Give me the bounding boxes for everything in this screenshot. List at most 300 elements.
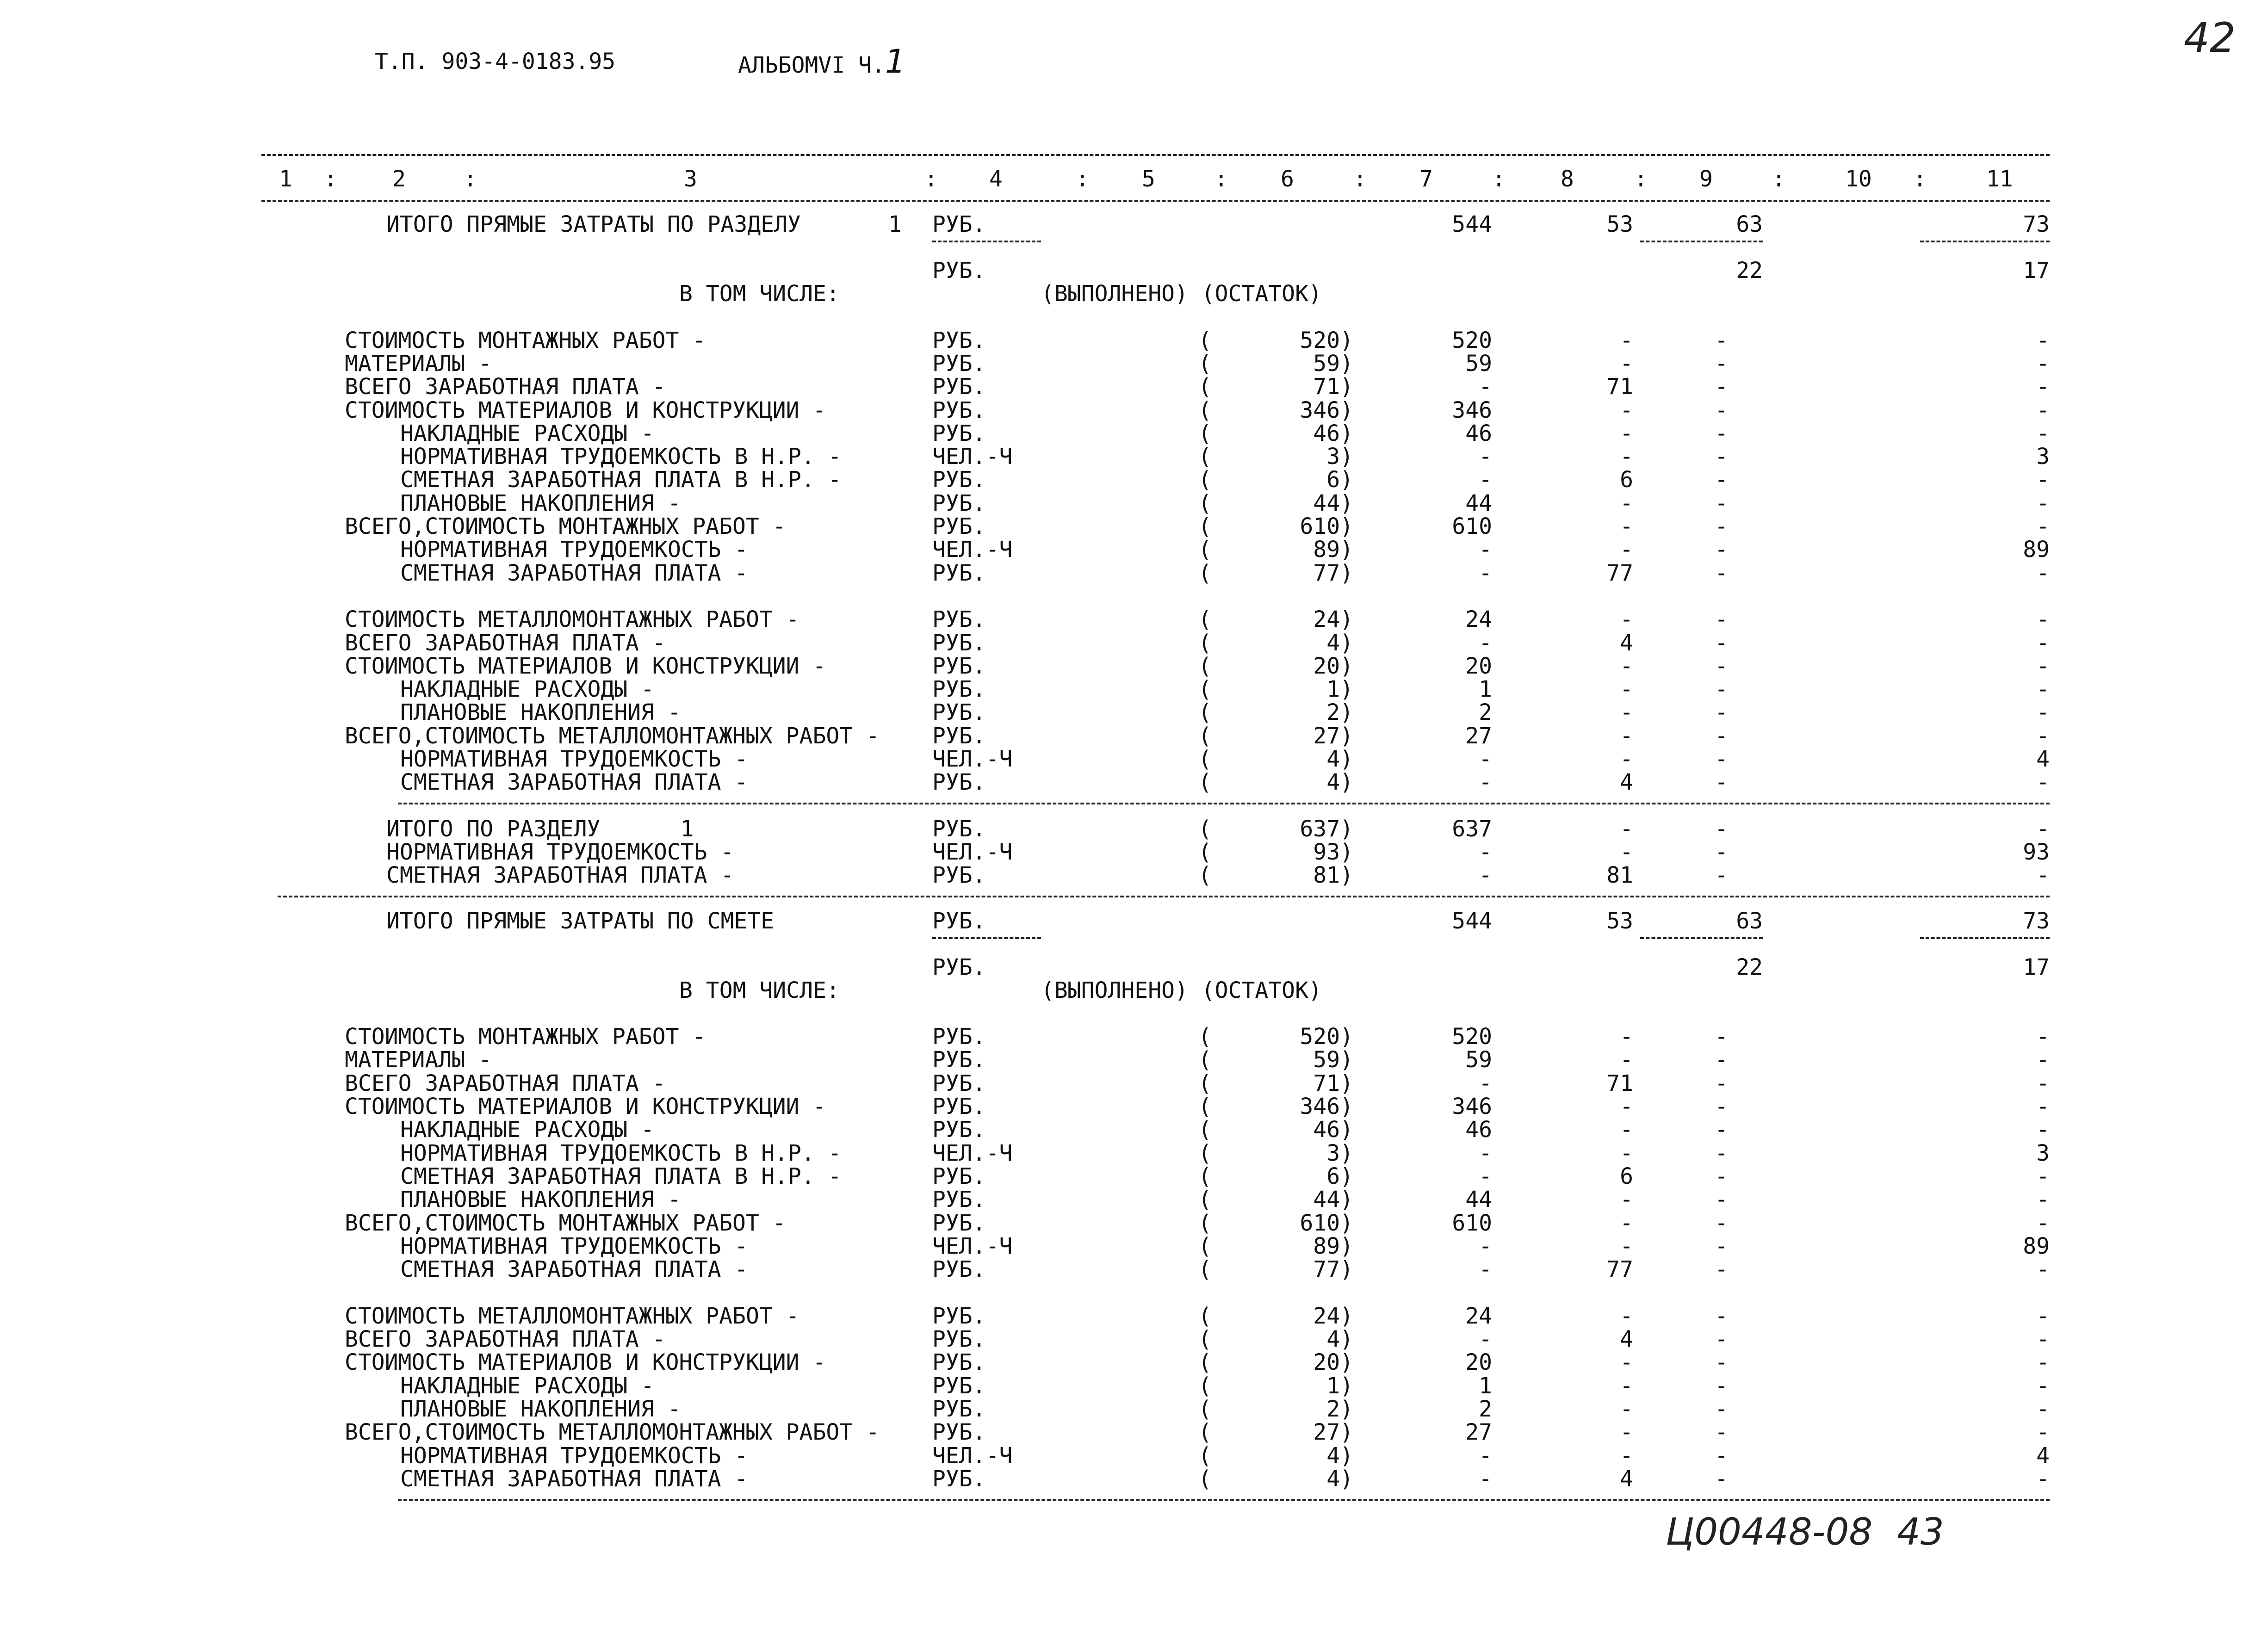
row-value: 4) xyxy=(1326,1466,1353,1492)
row-unit: РУБ. xyxy=(932,513,986,539)
row-unit: РУБ. xyxy=(932,769,986,796)
row-label: ПЛАНОВЫЕ НАКОПЛЕНИЯ - xyxy=(400,1187,681,1213)
row-col8: - xyxy=(1620,350,1633,377)
column-separator: : xyxy=(1215,166,1228,192)
including-note: (ВЫПОЛНЕНО) (ОСТАТОК) xyxy=(1041,281,1322,307)
row-col8: - xyxy=(1620,490,1633,516)
row-col11: - xyxy=(2036,350,2050,377)
row-paren: ( xyxy=(1198,606,1212,633)
row-value: 346) xyxy=(1300,397,1353,423)
section-total-num: 1 xyxy=(888,211,902,237)
row-col7: - xyxy=(1479,1233,1492,1259)
column-number-7: 7 xyxy=(1419,166,1433,192)
summary-col7: - xyxy=(1479,862,1492,889)
column-number-5: 5 xyxy=(1142,166,1155,192)
row-col8: - xyxy=(1620,420,1633,446)
footer-page: 43 xyxy=(1897,1510,1944,1553)
row-label: НАКЛАДНЫЕ РАСХОДЫ - xyxy=(400,676,655,703)
row-value: 24) xyxy=(1313,606,1353,633)
row-col9: - xyxy=(1715,374,1728,400)
row-col8: 77 xyxy=(1606,1256,1633,1283)
row-value: 1) xyxy=(1326,676,1353,703)
row-unit: РУБ. xyxy=(932,490,986,516)
underline-unit xyxy=(932,937,1041,939)
section-col9b: 22 xyxy=(1736,258,1763,284)
summary-rule xyxy=(398,803,2050,804)
summary-col11: 93 xyxy=(2023,839,2050,865)
row-value: 46) xyxy=(1313,1117,1353,1143)
row-col9: - xyxy=(1715,537,1728,563)
row-paren: ( xyxy=(1198,537,1212,563)
row-col8: - xyxy=(1620,723,1633,749)
row-col8: - xyxy=(1620,444,1633,470)
row-label: ПЛАНОВЫЕ НАКОПЛЕНИЯ - xyxy=(400,1396,681,1422)
row-col8: - xyxy=(1620,1094,1633,1119)
row-col7: 20 xyxy=(1465,653,1492,679)
row-value: 71) xyxy=(1313,374,1353,400)
row-value: 4) xyxy=(1326,1326,1353,1352)
row-paren: ( xyxy=(1198,676,1212,703)
underline-col11 xyxy=(1920,241,2050,242)
row-label: ПЛАНОВЫЕ НАКОПЛЕНИЯ - xyxy=(400,490,681,516)
row-paren: ( xyxy=(1198,560,1212,586)
row-paren: ( xyxy=(1198,350,1212,377)
row-col11: - xyxy=(2036,1326,2050,1352)
row-col7: 610 xyxy=(1452,1210,1492,1236)
row-value: 77) xyxy=(1313,560,1353,586)
row-label: ВСЕГО,СТОИМОСТЬ МОНТАЖНЫХ РАБОТ - xyxy=(345,1210,786,1236)
row-col7: - xyxy=(1479,560,1492,586)
column-number-10: 10 xyxy=(1845,166,1872,192)
section-col11b: 17 xyxy=(2023,954,2050,980)
row-col9: - xyxy=(1715,1140,1728,1166)
row-value: 6) xyxy=(1326,1163,1353,1189)
row-label: ВСЕГО,СТОИМОСТЬ МОНТАЖНЫХ РАБОТ - xyxy=(345,513,786,539)
row-value: 4) xyxy=(1326,769,1353,796)
row-value: 610) xyxy=(1300,513,1353,539)
row-col7: - xyxy=(1479,467,1492,493)
row-label: МАТЕРИАЛЫ - xyxy=(345,350,492,377)
row-col11: - xyxy=(2036,1303,2050,1329)
row-label: ВСЕГО,СТОИМОСТЬ МЕТАЛЛОМОНТАЖНЫХ РАБОТ - xyxy=(345,723,880,749)
row-paren: ( xyxy=(1198,1233,1212,1259)
row-col11: - xyxy=(2036,490,2050,516)
row-unit: ЧЕЛ.-Ч xyxy=(932,1442,1013,1469)
section-total-col11: 73 xyxy=(2023,211,2050,237)
row-col8: - xyxy=(1620,1140,1633,1166)
row-col7: 59 xyxy=(1465,1047,1492,1073)
section-unit2: РУБ. xyxy=(932,258,986,284)
summary-col8: - xyxy=(1620,816,1633,842)
bottom-rule xyxy=(398,1499,2050,1501)
row-col9: - xyxy=(1715,467,1728,493)
row-col11: - xyxy=(2036,1070,2050,1096)
section-col9b: 22 xyxy=(1736,954,1763,980)
row-col7: - xyxy=(1479,1326,1492,1352)
row-label: НАКЛАДНЫЕ РАСХОДЫ - xyxy=(400,1117,655,1143)
summary-label: НОРМАТИВНАЯ ТРУДОЕМКОСТЬ - xyxy=(386,839,734,865)
row-col9: - xyxy=(1715,1047,1728,1073)
row-value: 27) xyxy=(1313,1419,1353,1446)
row-col8: - xyxy=(1620,676,1633,703)
album-label xyxy=(738,43,906,80)
section-total-label: ИТОГО ПРЯМЫЕ ЗАТРАТЫ ПО СМЕТЕ xyxy=(386,908,775,934)
row-col11: - xyxy=(2036,327,2050,353)
row-value: 520) xyxy=(1300,327,1353,353)
row-col8: - xyxy=(1620,1047,1633,1073)
row-col7: - xyxy=(1479,444,1492,470)
row-paren: ( xyxy=(1198,1047,1212,1073)
row-col7: 44 xyxy=(1465,490,1492,516)
row-col8: - xyxy=(1620,537,1633,563)
row-col9: - xyxy=(1715,490,1728,516)
row-paren: ( xyxy=(1198,1117,1212,1143)
row-value: 44) xyxy=(1313,490,1353,516)
row-unit: РУБ. xyxy=(932,1047,986,1073)
row-col7: 20 xyxy=(1465,1349,1492,1376)
row-unit: РУБ. xyxy=(932,1210,986,1236)
row-value: 20) xyxy=(1313,653,1353,679)
row-col7: 2 xyxy=(1479,699,1492,726)
row-paren: ( xyxy=(1198,1024,1212,1050)
row-value: 4) xyxy=(1326,1442,1353,1469)
row-col9: - xyxy=(1715,653,1728,679)
row-value: 89) xyxy=(1313,537,1353,563)
row-col8: 4 xyxy=(1620,1326,1633,1352)
row-value: 59) xyxy=(1313,350,1353,377)
row-unit: РУБ. xyxy=(932,1163,986,1189)
row-col11: 4 xyxy=(2036,1442,2050,1469)
row-value: 2) xyxy=(1326,1396,1353,1422)
row-paren: ( xyxy=(1198,397,1212,423)
row-paren: ( xyxy=(1198,769,1212,796)
row-label: НОРМАТИВНАЯ ТРУДОЕМКОСТЬ - xyxy=(400,537,748,563)
row-label: СМЕТНАЯ ЗАРАБОТНАЯ ПЛАТА - xyxy=(400,769,748,796)
row-value: 77) xyxy=(1313,1256,1353,1283)
row-paren: ( xyxy=(1198,490,1212,516)
row-col7: 24 xyxy=(1465,1303,1492,1329)
row-label: СТОИМОСТЬ МОНТАЖНЫХ РАБОТ - xyxy=(345,1024,706,1050)
column-separator: : xyxy=(1353,166,1367,192)
summary-unit: ЧЕЛ.-Ч xyxy=(932,839,1013,865)
row-col7: 27 xyxy=(1465,1419,1492,1446)
row-col11: - xyxy=(2036,1349,2050,1376)
summary-col7: 637 xyxy=(1452,816,1492,842)
row-col9: - xyxy=(1715,769,1728,796)
column-separator: : xyxy=(464,166,477,192)
row-label: СМЕТНАЯ ЗАРАБОТНАЯ ПЛАТА В Н.Р. - xyxy=(400,1163,842,1189)
row-col8: - xyxy=(1620,1349,1633,1376)
row-col9: - xyxy=(1715,723,1728,749)
row-col8: - xyxy=(1620,1024,1633,1050)
summary-label: СМЕТНАЯ ЗАРАБОТНАЯ ПЛАТА - xyxy=(386,862,734,889)
summary-col9: - xyxy=(1715,816,1728,842)
row-unit: РУБ. xyxy=(932,699,986,726)
row-col8: 4 xyxy=(1620,1466,1633,1492)
column-separator: : xyxy=(1772,166,1785,192)
album-word: АЛЬБОМ xyxy=(738,52,818,78)
row-col11: 4 xyxy=(2036,746,2050,772)
row-value: 346) xyxy=(1300,1094,1353,1119)
row-unit: РУБ. xyxy=(932,1070,986,1096)
row-col8: 77 xyxy=(1606,560,1633,586)
row-value: 46) xyxy=(1313,420,1353,446)
summary-col7: - xyxy=(1479,839,1492,865)
row-value: 24) xyxy=(1313,1303,1353,1329)
album-part: VI Ч. xyxy=(818,52,885,78)
summary-col8: 81 xyxy=(1606,862,1633,889)
row-paren: ( xyxy=(1198,1187,1212,1213)
row-paren: ( xyxy=(1198,1466,1212,1492)
row-col7: 610 xyxy=(1452,513,1492,539)
row-col7: - xyxy=(1479,1163,1492,1189)
row-paren: ( xyxy=(1198,1373,1212,1399)
row-col11: - xyxy=(2036,1466,2050,1492)
row-col9: - xyxy=(1715,327,1728,353)
underline-col11 xyxy=(1920,937,2050,939)
column-number-4: 4 xyxy=(989,166,1003,192)
row-unit: РУБ. xyxy=(932,1396,986,1422)
row-col11: - xyxy=(2036,1094,2050,1119)
row-label: СТОИМОСТЬ МОНТАЖНЫХ РАБОТ - xyxy=(345,327,706,353)
summary-col9: - xyxy=(1715,839,1728,865)
row-label: НОРМАТИВНАЯ ТРУДОЕМКОСТЬ - xyxy=(400,746,748,772)
row-paren: ( xyxy=(1198,630,1212,656)
underline-unit xyxy=(932,241,1041,242)
row-col9: - xyxy=(1715,746,1728,772)
column-number-2: 2 xyxy=(392,166,406,192)
section-unit2: РУБ. xyxy=(932,954,986,980)
row-paren: ( xyxy=(1198,746,1212,772)
row-unit: ЧЕЛ.-Ч xyxy=(932,537,1013,563)
row-col11: - xyxy=(2036,513,2050,539)
row-paren: ( xyxy=(1198,1419,1212,1446)
row-label: НОРМАТИВНАЯ ТРУДОЕМКОСТЬ - xyxy=(400,1233,748,1259)
row-paren: ( xyxy=(1198,653,1212,679)
row-col9: - xyxy=(1715,560,1728,586)
album-number: 1 xyxy=(885,43,906,80)
row-label: СТОИМОСТЬ МАТЕРИАЛОВ И КОНСТРУКЦИИ - xyxy=(345,653,826,679)
row-unit: РУБ. xyxy=(932,374,986,400)
row-label: НОРМАТИВНАЯ ТРУДОЕМКОСТЬ В Н.Р. - xyxy=(400,444,842,470)
row-col11: - xyxy=(2036,397,2050,423)
row-col9: - xyxy=(1715,1303,1728,1329)
row-col9: - xyxy=(1715,1024,1728,1050)
row-col7: 1 xyxy=(1479,676,1492,703)
including-label: В ТОМ ЧИСЛЕ: xyxy=(679,977,840,1003)
row-paren: ( xyxy=(1198,420,1212,446)
row-paren: ( xyxy=(1198,1163,1212,1189)
row-col8: - xyxy=(1620,327,1633,353)
row-col11: - xyxy=(2036,630,2050,656)
row-label: МАТЕРИАЛЫ - xyxy=(345,1047,492,1073)
section-rule xyxy=(278,896,2050,897)
row-label: НОРМАТИВНАЯ ТРУДОЕМКОСТЬ В Н.Р. - xyxy=(400,1140,842,1166)
row-col9: - xyxy=(1715,1442,1728,1469)
row-col11: - xyxy=(2036,1187,2050,1213)
row-col9: - xyxy=(1715,1419,1728,1446)
row-col11: - xyxy=(2036,467,2050,493)
row-label: СМЕТНАЯ ЗАРАБОТНАЯ ПЛАТА - xyxy=(400,1466,748,1492)
row-unit: РУБ. xyxy=(932,1094,986,1119)
row-unit: РУБ. xyxy=(932,1373,986,1399)
row-col9: - xyxy=(1715,1466,1728,1492)
row-col11: - xyxy=(2036,723,2050,749)
summary-unit: РУБ. xyxy=(932,862,986,889)
summary-paren: ( xyxy=(1198,862,1212,889)
section-total-unit: РУБ. xyxy=(932,211,986,237)
row-value: 44) xyxy=(1313,1187,1353,1213)
row-paren: ( xyxy=(1198,1256,1212,1283)
row-col9: - xyxy=(1715,1163,1728,1189)
section-total-col7: 544 xyxy=(1452,908,1492,934)
row-col9: - xyxy=(1715,1094,1728,1119)
summary-paren: ( xyxy=(1198,816,1212,842)
row-col9: - xyxy=(1715,350,1728,377)
row-col7: 520 xyxy=(1452,1024,1492,1050)
row-label: НОРМАТИВНАЯ ТРУДОЕМКОСТЬ - xyxy=(400,1442,748,1469)
column-number-8: 8 xyxy=(1561,166,1574,192)
row-col11: - xyxy=(2036,1024,2050,1050)
summary-value: 637) xyxy=(1300,816,1353,842)
row-col11: - xyxy=(2036,1419,2050,1446)
summary-value: 93) xyxy=(1313,839,1353,865)
row-unit: РУБ. xyxy=(932,1303,986,1329)
row-col7: - xyxy=(1479,1442,1492,1469)
including-label: В ТОМ ЧИСЛЕ: xyxy=(679,281,840,307)
row-col8: - xyxy=(1620,746,1633,772)
row-col9: - xyxy=(1715,513,1728,539)
row-unit: РУБ. xyxy=(932,606,986,633)
row-paren: ( xyxy=(1198,374,1212,400)
row-col8: 4 xyxy=(1620,630,1633,656)
summary-value: 81) xyxy=(1313,862,1353,889)
row-value: 4) xyxy=(1326,630,1353,656)
row-col9: - xyxy=(1715,1187,1728,1213)
row-col7: - xyxy=(1479,1466,1492,1492)
row-col11: - xyxy=(2036,1047,2050,1073)
row-col7: 2 xyxy=(1479,1396,1492,1422)
row-label: ВСЕГО,СТОИМОСТЬ МЕТАЛЛОМОНТАЖНЫХ РАБОТ - xyxy=(345,1419,880,1446)
row-col8: - xyxy=(1620,1210,1633,1236)
top-rule xyxy=(261,154,2050,156)
row-paren: ( xyxy=(1198,1349,1212,1376)
row-unit: РУБ. xyxy=(932,630,986,656)
row-label: НАКЛАДНЫЕ РАСХОДЫ - xyxy=(400,420,655,446)
underline-col9 xyxy=(1640,937,1763,939)
column-separator: : xyxy=(1076,166,1089,192)
row-unit: РУБ. xyxy=(932,1466,986,1492)
row-col11: - xyxy=(2036,1210,2050,1236)
row-col8: - xyxy=(1620,606,1633,633)
section-total-col7: 544 xyxy=(1452,211,1492,237)
row-col11: 3 xyxy=(2036,1140,2050,1166)
row-unit: РУБ. xyxy=(932,1349,986,1376)
row-col9: - xyxy=(1715,1396,1728,1422)
row-unit: РУБ. xyxy=(932,1117,986,1143)
column-number-9: 9 xyxy=(1699,166,1713,192)
row-col9: - xyxy=(1715,444,1728,470)
row-paren: ( xyxy=(1198,1326,1212,1352)
summary-unit: РУБ. xyxy=(932,816,986,842)
row-unit: ЧЕЛ.-Ч xyxy=(932,444,1013,470)
row-label: СТОИМОСТЬ МЕТАЛЛОМОНТАЖНЫХ РАБОТ - xyxy=(345,606,799,633)
row-col11: - xyxy=(2036,1373,2050,1399)
row-col8: 4 xyxy=(1620,769,1633,796)
row-paren: ( xyxy=(1198,327,1212,353)
row-paren: ( xyxy=(1198,699,1212,726)
row-value: 59) xyxy=(1313,1047,1353,1073)
row-col8: - xyxy=(1620,1233,1633,1259)
row-col7: - xyxy=(1479,1140,1492,1166)
row-label: СТОИМОСТЬ МАТЕРИАЛОВ И КОНСТРУКЦИИ - xyxy=(345,1349,826,1376)
column-number-3: 3 xyxy=(684,166,697,192)
section-col11b: 17 xyxy=(2023,258,2050,284)
row-unit: РУБ. xyxy=(932,327,986,353)
row-col11: 89 xyxy=(2023,1233,2050,1259)
row-col11: - xyxy=(2036,769,2050,796)
row-col7: 44 xyxy=(1465,1187,1492,1213)
row-col9: - xyxy=(1715,1256,1728,1283)
row-paren: ( xyxy=(1198,1303,1212,1329)
summary-label: ИТОГО ПО РАЗДЕЛУ 1 xyxy=(386,816,694,842)
summary-col11: - xyxy=(2036,862,2050,889)
summary-col8: - xyxy=(1620,839,1633,865)
row-col7: 346 xyxy=(1452,1094,1492,1119)
row-unit: РУБ. xyxy=(932,560,986,586)
row-col8: - xyxy=(1620,1442,1633,1469)
row-col8: - xyxy=(1620,1117,1633,1143)
row-label: СМЕТНАЯ ЗАРАБОТНАЯ ПЛАТА В Н.Р. - xyxy=(400,467,842,493)
row-unit: ЧЕЛ.-Ч xyxy=(932,1140,1013,1166)
row-value: 520) xyxy=(1300,1024,1353,1050)
row-value: 2) xyxy=(1326,699,1353,726)
row-col8: - xyxy=(1620,1419,1633,1446)
row-label: ВСЕГО ЗАРАБОТНАЯ ПЛАТА - xyxy=(345,630,666,656)
row-col9: - xyxy=(1715,1349,1728,1376)
row-paren: ( xyxy=(1198,1442,1212,1469)
row-col9: - xyxy=(1715,1210,1728,1236)
row-paren: ( xyxy=(1198,513,1212,539)
row-unit: РУБ. xyxy=(932,1024,986,1050)
summary-col11: - xyxy=(2036,816,2050,842)
row-col8: 6 xyxy=(1620,467,1633,493)
row-unit: РУБ. xyxy=(932,653,986,679)
column-number-1: 1 xyxy=(279,166,292,192)
row-label: СТОИМОСТЬ МЕТАЛЛОМОНТАЖНЫХ РАБОТ - xyxy=(345,1303,799,1329)
row-col7: 346 xyxy=(1452,397,1492,423)
row-label: НАКЛАДНЫЕ РАСХОДЫ - xyxy=(400,1373,655,1399)
row-col7: 1 xyxy=(1479,1373,1492,1399)
row-col7: 520 xyxy=(1452,327,1492,353)
page-number: 42 xyxy=(2184,14,2236,62)
row-col8: - xyxy=(1620,513,1633,539)
row-value: 89) xyxy=(1313,1233,1353,1259)
row-label: СТОИМОСТЬ МАТЕРИАЛОВ И КОНСТРУКЦИИ - xyxy=(345,1094,826,1119)
row-unit: РУБ. xyxy=(932,1419,986,1446)
section-total-col11: 73 xyxy=(2023,908,2050,934)
section-total-col9: 63 xyxy=(1736,211,1763,237)
row-paren: ( xyxy=(1198,444,1212,470)
row-col11: - xyxy=(2036,420,2050,446)
row-col11: - xyxy=(2036,1117,2050,1143)
row-col11: - xyxy=(2036,606,2050,633)
column-separator: : xyxy=(324,166,337,192)
row-col8: - xyxy=(1620,1187,1633,1213)
row-col9: - xyxy=(1715,1070,1728,1096)
column-separator: : xyxy=(1492,166,1506,192)
row-label: ВСЕГО ЗАРАБОТНАЯ ПЛАТА - xyxy=(345,1070,666,1096)
